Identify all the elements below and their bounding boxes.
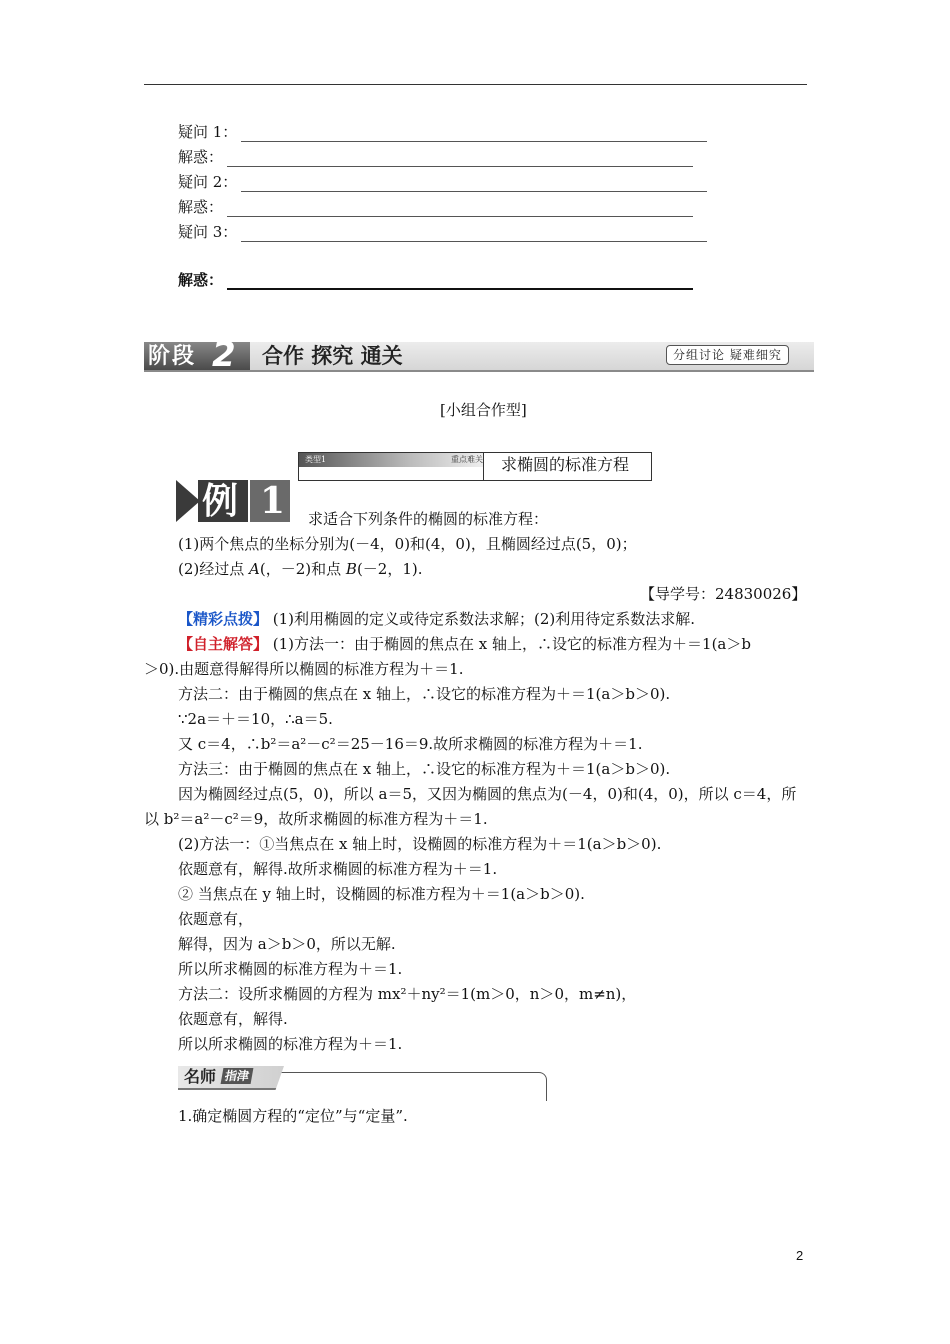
hint-line (178, 609, 695, 629)
answer-line-16: 依题意有，解得. (178, 1010, 288, 1028)
teacher-label-b: 指津 (221, 1068, 254, 1084)
example-condition-1: (1)两个焦点的坐标分别为(－4，0)和(4，0)，且椭圆经过点(5，0)； (178, 535, 637, 553)
example-num: 1 (260, 480, 286, 522)
answer-line-15: 方法二：设所求椭圆的方程为 mx²＋ny²＝1(m＞0，n＞0，m≠n)， (178, 985, 637, 1003)
example-stem: 求适合下列条件的椭圆的标准方程： (308, 510, 549, 528)
stage-prefix: 阶段 (148, 343, 197, 369)
type-box-title: 求椭圆的标准方程 (501, 455, 630, 474)
answer-line-4: ∵2a＝＋＝10，∴a＝5. (178, 710, 333, 728)
blank-line (241, 177, 707, 192)
hint-tag: 【精彩点拨】 (178, 610, 269, 628)
question-3: 疑问 3： (178, 222, 707, 242)
header-rule (144, 84, 807, 85)
answer-line-2: ＞0).由题意得解得所以椭圆的标准方程为＋＝1. (144, 660, 464, 678)
stage-banner (144, 335, 814, 375)
answer-line-10: 依题意有，解得.故所求椭圆的标准方程为＋＝1. (178, 860, 498, 878)
guide-number: 【导学号：24830026】 (640, 585, 807, 603)
example-arrow-icon (176, 480, 200, 522)
answer-line-3: 方法二：由于椭圆的焦点在 x 轴上，∴设它的标准方程为＋＝1(a＞b＞0). (178, 685, 671, 703)
page-number: 2 (796, 1248, 804, 1263)
stage-badge: 分组讨论 疑难细究 (666, 345, 789, 365)
blank-line (227, 202, 693, 217)
blank-line-bold (227, 274, 693, 290)
example-condition-2: (2)经过点 A(，－2)和点 B(－2，1). (178, 560, 423, 578)
answer-line-14: 所以所求椭圆的标准方程为＋＝1. (178, 960, 403, 978)
teacher-guidance-box (178, 1066, 548, 1100)
teacher-box-frame (278, 1072, 547, 1101)
guidance-point-1: 1.确定椭圆方程的“定位”与“定量”. (178, 1107, 408, 1125)
answer-line-8: 以 b²＝a²－c²＝9，故所求椭圆的标准方程为＋＝1. (144, 810, 488, 828)
question-1: 疑问 1： (178, 122, 707, 142)
stage-number: 2 (212, 335, 236, 375)
blank-line (241, 127, 707, 142)
answer-line-1: 【自主解答】 (1)方法一：由于椭圆的焦点在 x 轴上，∴设它的标准方程为＋＝1(a＞b (178, 635, 751, 653)
blank-line (241, 227, 707, 242)
blank-line (227, 152, 693, 167)
group-type-label: [小组合作型] (440, 401, 527, 419)
answer-line-12: 依题意有， (178, 910, 254, 928)
type-box (298, 452, 652, 481)
example-char: 例 (202, 480, 239, 522)
example-badge (176, 480, 290, 522)
answer-line-5: 又 c＝4，∴b²＝a²－c²＝25－16＝9.故所求椭圆的标准方程为＋＝1. (178, 735, 643, 753)
answer-line-9: (2)方法一：①当焦点在 x 轴上时，设椭圆的标准方程为＋＝1(a＞b＞0). (178, 835, 662, 853)
answer-line-11: ② 当焦点在 y 轴上时，设椭圆的标准方程为＋＝1(a＞b＞0). (178, 885, 585, 903)
answer-1: 解惑： (178, 147, 693, 167)
type-box-divider (483, 453, 484, 480)
teacher-label-a: 名师 (184, 1067, 217, 1086)
hint-text: (1)利用椭圆的定义或待定系数法求解；(2)利用待定系数法求解. (268, 610, 696, 628)
answer-line-6: 方法三：由于椭圆的焦点在 x 轴上，∴设它的标准方程为＋＝1(a＞b＞0). (178, 760, 671, 778)
answer-line-17: 所以所求椭圆的标准方程为＋＝1. (178, 1035, 403, 1053)
answer-line-7: 因为椭圆经过点(5，0)，所以 a＝5，又因为椭圆的焦点为(－4，0)和(4，0)，所以 c＝4，所 (178, 785, 797, 803)
type-box-mid-label: 重点难关 (451, 455, 483, 464)
question-2: 疑问 2： (178, 172, 707, 192)
answer-line-13: 解得，因为 a＞b＞0，所以无解. (178, 935, 396, 953)
answer-tag: 【自主解答】 (178, 635, 269, 653)
stage-title: 合作 探究 通关 (262, 343, 403, 368)
answer-2: 解惑： (178, 197, 693, 217)
answer-3: 解惑： (178, 270, 693, 290)
type-box-left-label: 类型1 (305, 455, 327, 464)
